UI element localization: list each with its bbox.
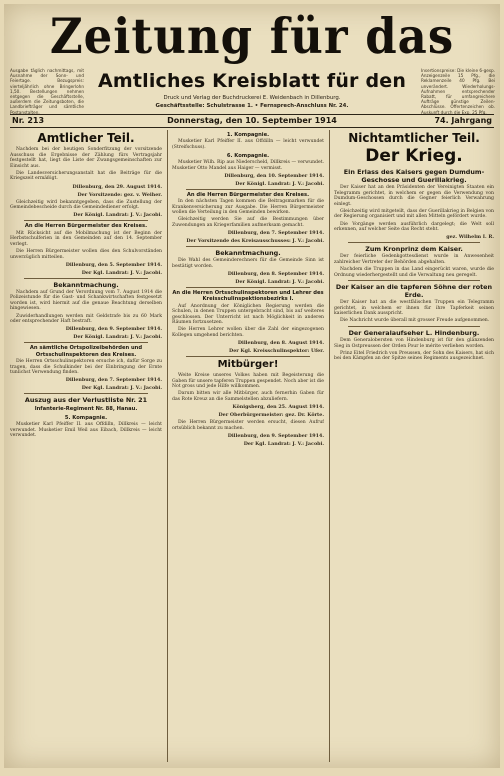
article-paragraph: Der Kaiser hat an den Präsidenten der Vereinigten Staaten ein Telegramm gerichtet, in welchem er gegen die Verwendung von Dumdum-Geschossen durch die Gegner feierlich Verwahrung einlegt. [334,185,494,207]
article-heading: An die Herren Bürgermeister des Kreises. [24,223,148,230]
issue-date: Donnerstag, den 10. September 1914 [167,116,337,125]
article-paragraph: Weite Kreise unseres Volkes haben mit Begeisterung die Gaben für unsere tapferen Truppen gespendet. Noch aber ist die Not gross und jede Hilfe willkommen. [172,373,324,390]
article-signature: Der Königl. Landrat: J. V.: Jacobi. [235,180,324,187]
column-divider [329,130,330,762]
article-date: Dillenburg, den 8. August 1914. [237,340,324,347]
article-signature: Der Kgl. Landrat: J. V.: Jacobi. [81,385,162,392]
column-official-left [10,130,162,762]
article-heading: Ein Erlass des Kaisers gegen Dumdum-Geschosse und Guerillakrieg. [343,168,485,184]
masthead-title: Zeitung für das [49,7,455,66]
article-paragraph: Prinz Eitel Friedrich von Preussen, der Sohn des Kaisers, hat sich bei den Kämpfen an der Spitze seines Regiments ausgezeichnet. [334,350,494,362]
article-paragraph: Die Nachricht wurde überall mit grosser Freude aufgenommen. [340,318,490,324]
article-subheading: Infanterie-Regiment Nr. 88, Hanau. [34,406,138,413]
article-signature: Der Königl. Landrat: J. V.: Jacobi. [73,212,162,219]
article-signature: Der Vorsitzende: gez. v. Weiher. [77,191,162,198]
article-signature: Der Kgl. Landrat: J. V.: Jacobi. [81,269,162,276]
article-date: Dillenburg, den 5. September 1914. [65,261,162,268]
article-paragraph: Musketier Karl Pfeiffer II. aus Offdilln, Dillkreis — leicht verwundet. Musketier Emil Weil aus Eibach, Dillkreis — leicht verwundet. [10,422,162,439]
article-paragraph: In den nächsten Tagen kommen die Beitragsmarken für die Krankenversicherung zur Ausgabe. Die Herren Bürgermeister wollen die Verteilung in den Gemeinden bewirken. [172,199,324,216]
article-signature: Der Kgl. Kreisschulinspektor: Ufer. [229,348,324,355]
imprint-publisher: Druck und Verlag der Buchdruckerei E. Weidenbach in Dillenburg. [163,95,341,101]
company-label: 5. Kompagnie. [64,414,108,421]
article-heading: Der Generalaufseher L. Hindenburg. [348,329,480,337]
column-nonofficial [334,130,494,762]
article-signature: Der Vorsitzende des Kreisausschusses: J. V.: Jacobi. [186,238,324,245]
article-date: Dillenburg, den 9. September 1914. [65,326,162,333]
article-heading: Der Kaiser an die tapferen Söhne der roten Erde. [335,283,493,300]
article-date: Dillenburg, den 7. September 1914. [65,377,162,384]
article-paragraph: Nachdem die Truppen in das Land eingerückt waren, wurde die Ordnung wiederhergestellt und die Verwaltung neu geregelt. [334,266,494,278]
article-paragraph: Die Herren Bürgermeister wollen dies den Schulvorständen unverzüglich mitteilen. [10,248,162,260]
separator-line [348,242,480,243]
newspaper-page [4,4,500,768]
subscription-info-box: Ausgabe täglich nachmittags, mit Ausnahme der Sonn- und Feiertage. Bezugspreis: vierteljährlich ohne Bringerlohn 1,50. Bestellungen nehmen entgegen die Geschäftsstelle, außerdem die Zeitungsboten, die Landbriefträger und sämtliche Postanstalten. [10,68,84,115]
article-heading: An die Herren Ortsschulinspektoren und Lehrer des Kreisschulinspektionsbezirks I. [172,289,324,303]
company-label: 6. Kompagnie. [226,152,270,159]
section-heading-official: Amtlicher Teil. [37,131,135,145]
company-label: 1. Kompagnie. [226,132,270,138]
article-date: Königsberg, den 25. August 1914. [232,404,324,411]
article-paragraph: Die Herren Bürgermeister werden ersucht, diesen Aufruf ortsüblich bekannt zu machen. [172,420,324,431]
article-signature: Der Kgl. Landrat: J. V.: Jacobi. [243,440,324,447]
article-date: Dillenburg, den 29. August 1914. [72,183,162,190]
article-paragraph: Musketier Karl Pfeiffer II. aus Offdilln — leicht verwundet (Streifschuss). [172,139,324,150]
article-paragraph: Mit Rücksicht auf die Mobilmachung ist der Beginn der Herbstschulferien in den Gemeinden auf den 14. September verlegt. [10,230,162,247]
newspaper-subtitle: Amtliches Kreisblatt für den [97,70,407,92]
article-heading: Auszug aus der Verlustliste Nr. 21 [24,396,148,405]
issue-number: Nr. 213 [12,116,45,125]
separator-line [24,342,148,343]
separator-line [24,278,148,279]
article-paragraph: Die Herren Ortsschulinspektoren ersuche ich, dafür Sorge zu tragen, dass die Schulkinder bei der Einbringung der Ernte tunlichst Verwendung finden. [10,359,162,376]
separator-line [24,220,148,221]
article-heading: Mitbürger! [217,359,279,371]
article-heading: Zum Kronprinz dem Kaiser. [365,245,463,254]
article-date: Dillenburg, den 8. September 1914. [227,270,324,277]
volume-year: 74. Jahrgang [434,116,492,125]
separator-line [24,393,148,394]
article-paragraph: Der feierliche Gedenkgottesdienst wurde in Anwesenheit zahlreicher Vertreter der Behörden abgehalten. [334,254,494,265]
article-paragraph: Nachdem auf Grund der Verordnung vom 7. August 1914 die Polizeistunde für die Gast- und Schankwirtschaften festgesetzt worden ist, wird hiermit auf die genaue Beachtung derselben hingewiesen. [10,289,162,312]
article-heading: Bekanntmachung. [215,249,281,258]
article-paragraph: Gleichzeitig werden Sie auf die Bestimmungen über Zuwendungen an Kriegerfamilien aufmerksam gemacht. [172,217,324,228]
article-heading: An die Herren Bürgermeister des Kreises. [186,191,310,198]
separator-line [186,287,310,288]
article-paragraph: Auf Anordnung der Königlichen Regierung werden die Schulen, in denen Truppen untergebracht sind, bis auf weiteres geschlossen. Der Unterricht ist nach Möglichkeit in anderen Räumen fortzusetzen. [172,303,324,326]
section-heading-war: Der Krieg. [365,146,463,166]
article-signature: Der Königl. Landrat: J. V.: Jacobi. [235,278,324,285]
article-heading: Bekanntmachung. [53,280,119,289]
column-official-middle [172,130,324,762]
article-paragraph: Die Herren Lehrer wollen über die Zahl der eingezogenen Kollegen umgehend berichten. [172,327,324,339]
article-signature: Der Königl. Landrat: J. V.: Jacobi. [73,334,162,341]
article-date: Dillenburg, den 9. September 1914. [227,432,324,439]
column-divider [167,130,168,762]
separator-line [186,246,310,247]
article-heading: An sämtliche Ortspolizeibehörden und Ortsschulinspektoren des Kreises. [29,345,143,358]
dateline-bar [10,114,494,128]
article-paragraph: Musketier Wilh. Rip aus Niederscheld, Dillkreis — verwundet. Musketier Otto Mandel aus Haiger — vermisst. [172,160,324,171]
article-paragraph: Der Kaiser hat an die westfälischen Truppen ein Telegramm gerichtet, in welchem er ihnen für ihre Tapferkeit seinen kaiserlichen Dank ausspricht. [334,300,494,317]
article-paragraph: Nachdem bei der heutigen Sonderfitzung der vorsitzende Ausschuss die Ergebnisse der Zählung fürs Vertragsjahr festgestellt hat, liegt die Liste der Zwangsgemeinschaften zur Einsicht aus. [10,147,162,169]
article-paragraph: Zuwiderhandlungen werden mit Geldstrafe bis zu 60 Mark oder entsprechender Haft bestraft. [10,313,162,325]
article-date: Dillenburg, den 10. September 1914. [224,172,324,179]
imprint-office: Geschäftsstelle: Schulstrasse 1. • Fernsprech-Anschluss Nr. 24. [155,103,349,109]
article-date: Dillenburg, den 7. September 1914. [227,230,324,237]
article-paragraph: Gleichzeitig wird bekanntgegeben, dass die Zustellung der Gemeindebescheide durch die Gemeindediener erfolgt. [10,199,162,211]
article-paragraph: Die Vorgänge werden ausführlich dargelegt; die Welt soll erkennen, auf welcher Seite das Recht steht. [334,221,494,233]
article-paragraph: Darum bitten wir alle Mitbürger, auch fernerhin Gaben für das Rote Kreuz an die Sammelstellen abzuliefern. [172,391,324,402]
separator-line [186,189,310,190]
article-signature: gez. Wilhelm I. R. [446,234,494,241]
separator-line [186,356,310,357]
article-paragraph: Die Landesversicherungsanstalt hat die Beiträge für die Kriegszeit ermäßigt. [10,170,162,182]
article-signature: Der Oberbürgermeister: gez. Dr. Körte. [218,412,324,419]
advertising-rates-box: Insertionspreise: Die kleine 6-gesp. Anzeigenzeile 15 Pfg., die Reklamenzeile 40 Pfg. Bei unverändert. Wiederholungs-Aufnahmen entsprechender Rabatt, für umfangreichere Aufträge günstige Zeilen-Abschlüsse. Offertenzeichen ob. Auskunft durch die Exp. 25 Pfg. [421,68,495,115]
article-paragraph: Dem Generalobersten von Hindenburg ist für den glänzenden Sieg in Ostpreussen der Orden Pour le mérite verliehen worden. [334,338,494,349]
article-paragraph: Die Wahl des Gemeinderechners für die Gemeinde Sinn ist bestätigt worden. [172,258,324,269]
article-paragraph: Gleichzeitig wird mitgeteilt, dass der Guerillakrieg in Belgien von der Regierung organisiert und mit allen Mitteln gefördert wurde. [334,208,494,220]
separator-line [348,326,480,327]
separator-line [348,280,480,281]
section-heading-nonofficial: Nichtamtlicher Teil. [348,131,480,145]
